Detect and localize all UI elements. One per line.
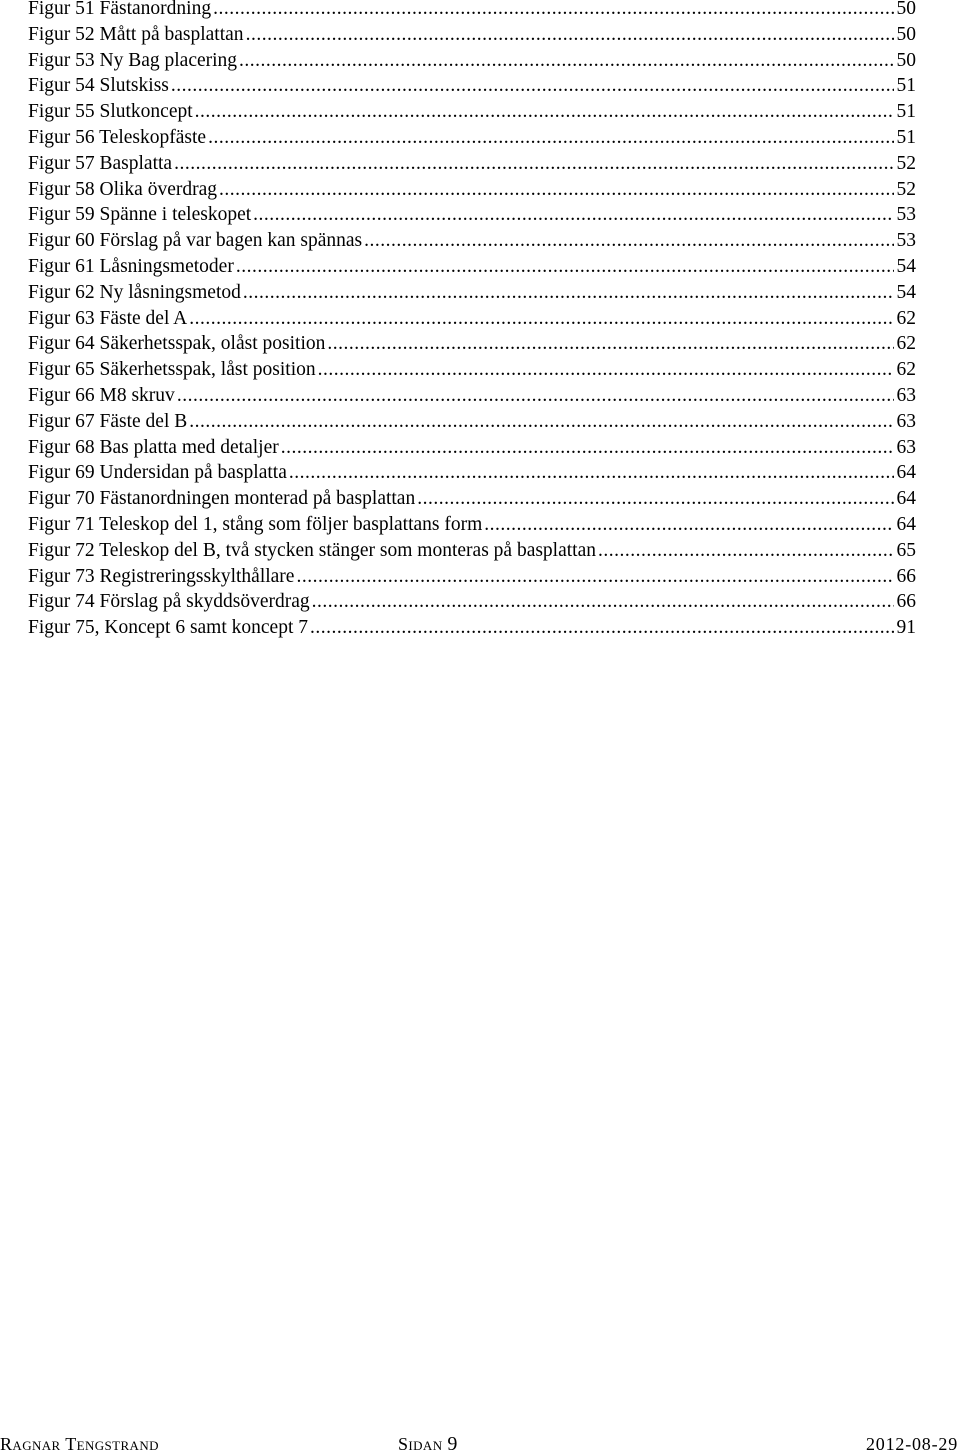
toc-entry[interactable] [28,463,916,489]
toc-entry-page: 64 [896,463,916,484]
footer-author: Ragnar Tengstrand [0,1434,159,1454]
toc-entry-title: Figur 60 Förslag på var bagen kan spännas [28,231,363,252]
toc-entry-page: 66 [896,566,916,587]
toc-dot-leader [246,25,894,45]
toc-entry-title: Figur 73 Registreringsskylthållare [28,566,295,587]
toc-entry-title: Figur 67 Fäste del B [28,411,188,432]
toc-entry-title: Figur 65 Säkerhetsspak, låst position [28,360,316,381]
toc-entry[interactable] [28,154,916,180]
toc-entry[interactable] [28,412,916,438]
toc-dot-leader [239,51,893,71]
toc-entry-title: Figur 70 Fästanordningen monterad på basplattan [28,489,416,510]
toc-entry[interactable] [28,334,916,360]
toc-entry-title: Figur 75, Koncept 6 samt koncept 7 [28,618,308,639]
toc-entry-title: Figur 55 Slutkoncept [28,102,193,123]
toc-entry[interactable] [28,0,916,25]
toc-entry-page: 64 [896,514,916,535]
toc-entry-page: 66 [896,592,916,613]
toc-dot-leader [281,438,894,458]
toc-entry[interactable] [28,541,916,567]
toc-entry-page: 62 [896,360,916,381]
toc-entry-page: 54 [896,256,916,277]
toc-entry[interactable] [28,102,916,128]
toc-entry-page: 50 [896,24,916,45]
toc-entry-page: 51 [896,76,916,97]
toc-entry-title: Figur 68 Bas platta med detaljer [28,437,279,458]
toc-dot-leader [174,154,893,174]
toc-dot-leader [484,515,893,535]
toc-entry-title: Figur 53 Ny Bag placering [28,50,238,71]
toc-dot-leader [189,412,893,432]
toc-dot-leader [219,180,893,200]
toc-entry[interactable] [28,25,916,51]
toc-entry-title: Figur 66 M8 skruv [28,385,175,406]
toc-dot-leader [312,592,894,612]
toc-entry-page: 91 [896,618,916,639]
toc-entry-page: 51 [896,127,916,148]
toc-entry-page: 65 [896,540,916,561]
toc-entry-title: Figur 57 Basplatta [28,153,173,174]
toc-dot-leader [236,257,894,277]
toc-dot-leader [213,0,893,19]
toc-entry-title: Figur 74 Förslag på skyddsöverdrag [28,592,310,613]
toc-entry-page: 64 [896,489,916,510]
toc-entry-page: 51 [896,102,916,123]
toc-entry-title: Figur 51 Fästanordning [28,0,212,19]
toc-entry[interactable] [28,515,916,541]
toc-entry[interactable] [28,309,916,335]
toc-entry-title: Figur 69 Undersidan på basplatta [28,463,287,484]
toc-entry-page: 54 [896,282,916,303]
footer-page-label: Sidan [398,1434,443,1454]
toc-entry[interactable] [28,128,916,154]
toc-entry-title: Figur 61 Låsningsmetoder [28,256,234,277]
toc-dot-leader [253,205,893,225]
toc-dot-leader [318,360,894,380]
page-footer [0,1434,960,1454]
toc-entry-page: 52 [896,153,916,174]
toc-entry-page: 50 [896,0,916,19]
toc-entry[interactable] [28,567,916,593]
toc-entry-title: Figur 71 Teleskop del 1, stång som följer basplattans form [28,514,483,535]
toc-entry[interactable] [28,283,916,309]
toc-dot-leader [171,76,894,96]
toc-dot-leader [208,128,893,148]
toc-entry-title: Figur 56 Teleskopfäste [28,127,207,148]
toc-entry[interactable] [28,257,916,283]
toc-entry-page: 62 [896,308,916,329]
toc-entry-title: Figur 59 Spänne i teleskopet [28,205,252,226]
toc-entry[interactable] [28,360,916,386]
toc-entry-page: 63 [896,437,916,458]
toc-dot-leader [177,386,894,406]
toc-entry[interactable] [28,205,916,231]
toc-dot-leader [598,541,894,561]
toc-entry-page: 63 [896,411,916,432]
toc-entry[interactable] [28,386,916,412]
toc-dot-leader [243,283,894,303]
toc-dot-leader [417,489,893,509]
toc-entry-title: Figur 52 Mått på basplattan [28,24,244,45]
toc-dot-leader [327,334,893,354]
footer-page-number: 9 [447,1433,458,1455]
toc-entry[interactable] [28,231,916,257]
toc-entry-page: 53 [896,231,916,252]
toc-entry-title: Figur 72 Teleskop del B, två stycken stänger som monteras på basplattan [28,540,596,561]
toc-dot-leader [310,618,894,638]
toc-entry[interactable] [28,618,916,644]
toc-entry-title: Figur 62 Ny låsningsmetod [28,282,241,303]
footer-date: 2012-08-29 [866,1434,958,1454]
toc-entry[interactable] [28,51,916,77]
toc-entry-page: 62 [896,334,916,355]
toc-entry[interactable] [28,438,916,464]
toc-entry-title: Figur 58 Olika överdrag [28,179,218,200]
toc-entry[interactable] [28,180,916,206]
toc-entry-page: 53 [896,205,916,226]
toc-entry[interactable] [28,592,916,618]
toc-entry-page: 50 [896,50,916,71]
toc-entry-title: Figur 54 Slutskiss [28,76,169,97]
toc-entry[interactable] [28,489,916,515]
footer-page-indicator [398,1434,458,1454]
toc-entry-title: Figur 63 Fäste del A [28,308,188,329]
toc-entry[interactable] [28,76,916,102]
toc-entry-title: Figur 64 Säkerhetsspak, olåst position [28,334,326,355]
toc-entry-page: 63 [896,385,916,406]
toc-dot-leader [296,567,893,587]
toc-entry-page: 52 [896,179,916,200]
toc-dot-leader [195,102,894,122]
toc-dot-leader [364,231,893,251]
toc-dot-leader [289,463,894,483]
toc-dot-leader [189,309,893,329]
list-of-figures [28,0,916,644]
